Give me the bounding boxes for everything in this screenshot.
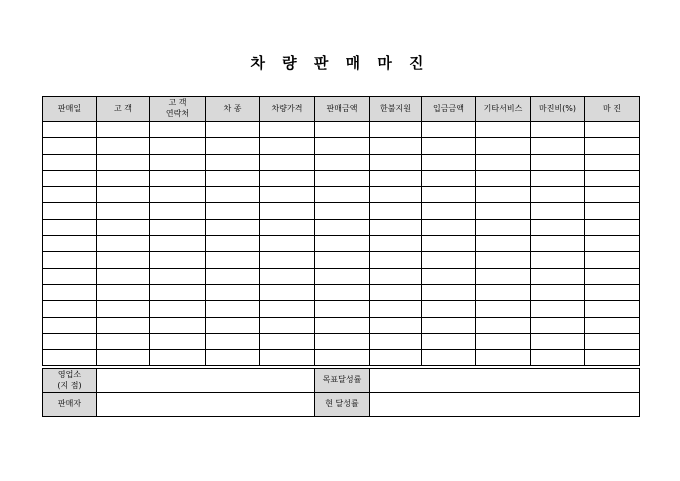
table-cell[interactable] (531, 236, 585, 252)
page-title: 차 량 판 매 마 진 (250, 54, 430, 72)
table-cell[interactable] (531, 122, 585, 138)
table-cell[interactable] (531, 252, 585, 268)
table-cell[interactable] (206, 138, 260, 154)
table-row (43, 219, 640, 235)
header-row (43, 97, 640, 122)
table-cell[interactable] (476, 252, 531, 268)
table-cell[interactable] (370, 333, 422, 349)
table-cell[interactable] (97, 252, 150, 268)
table-cell[interactable] (43, 203, 97, 219)
table-cell[interactable] (531, 219, 585, 235)
table-cell[interactable] (531, 203, 585, 219)
table-cell[interactable] (315, 252, 370, 268)
table-cell[interactable] (43, 138, 97, 154)
table-cell[interactable] (422, 138, 476, 154)
table-cell[interactable] (585, 350, 640, 366)
table-cell[interactable] (315, 268, 370, 284)
branch-label-line2: (지 점) (57, 380, 82, 390)
table-cell[interactable] (585, 154, 640, 170)
table-cell[interactable] (531, 333, 585, 349)
table-cell[interactable] (260, 301, 315, 317)
table-cell[interactable] (476, 317, 531, 333)
table-cell[interactable] (422, 122, 476, 138)
table-cell[interactable] (260, 219, 315, 235)
table-cell[interactable] (206, 268, 260, 284)
table-cell[interactable] (97, 170, 150, 186)
table-cell[interactable] (206, 284, 260, 300)
table-cell[interactable] (476, 122, 531, 138)
table-cell[interactable] (206, 203, 260, 219)
table-cell[interactable] (97, 268, 150, 284)
table-cell[interactable] (422, 350, 476, 366)
table-cell[interactable] (476, 350, 531, 366)
table-cell[interactable] (370, 236, 422, 252)
table-cell[interactable] (531, 187, 585, 203)
table-row (43, 268, 640, 284)
table-cell[interactable] (43, 333, 97, 349)
table-cell[interactable] (150, 219, 206, 235)
table-cell[interactable] (260, 350, 315, 366)
col-header-customer-contact-line1: 고 객 (168, 98, 187, 108)
table-cell[interactable] (97, 203, 150, 219)
table-cell[interactable] (260, 252, 315, 268)
table-cell[interactable] (43, 187, 97, 203)
table-cell[interactable] (585, 284, 640, 300)
seller-value-cell[interactable] (97, 393, 315, 417)
table-cell[interactable] (43, 350, 97, 366)
table-cell[interactable] (531, 301, 585, 317)
table-cell[interactable] (422, 219, 476, 235)
table-cell[interactable] (43, 317, 97, 333)
table-cell[interactable] (97, 138, 150, 154)
table-row (43, 154, 640, 170)
table-cell[interactable] (531, 317, 585, 333)
table-cell[interactable] (422, 284, 476, 300)
table-cell[interactable] (206, 187, 260, 203)
table-cell[interactable] (150, 138, 206, 154)
table-cell[interactable] (422, 268, 476, 284)
table-cell[interactable] (97, 333, 150, 349)
table-cell[interactable] (206, 333, 260, 349)
table-cell[interactable] (43, 284, 97, 300)
table-cell[interactable] (97, 122, 150, 138)
table-cell[interactable] (97, 187, 150, 203)
table-cell[interactable] (150, 284, 206, 300)
table-cell[interactable] (97, 350, 150, 366)
table-divider (42, 365, 639, 366)
table-row (43, 138, 640, 154)
table-cell[interactable] (315, 317, 370, 333)
table-cell[interactable] (315, 170, 370, 186)
table-cell[interactable] (315, 350, 370, 366)
table-cell[interactable] (422, 252, 476, 268)
table-cell[interactable] (422, 170, 476, 186)
table-cell[interactable] (97, 317, 150, 333)
table-cell[interactable] (150, 333, 206, 349)
target-rate-value-cell[interactable] (370, 369, 640, 393)
table-cell[interactable] (531, 138, 585, 154)
col-header-other-service: 기타서비스 (476, 97, 531, 122)
col-header-car-price: 차량가격 (260, 97, 315, 122)
table-cell[interactable] (150, 252, 206, 268)
table-cell[interactable] (150, 122, 206, 138)
table-cell[interactable] (260, 236, 315, 252)
summary-table (42, 368, 640, 417)
col-header-deposit-amount: 입금금액 (422, 97, 476, 122)
current-rate-value-cell[interactable] (370, 393, 640, 417)
table-row (43, 122, 640, 138)
table-cell[interactable] (206, 170, 260, 186)
table-row (43, 252, 640, 268)
table-cell[interactable] (531, 284, 585, 300)
table-cell[interactable] (97, 154, 150, 170)
table-cell[interactable] (315, 187, 370, 203)
table-cell[interactable] (422, 187, 476, 203)
table-cell[interactable] (97, 236, 150, 252)
table-cell[interactable] (315, 122, 370, 138)
table-cell[interactable] (370, 284, 422, 300)
table-cell[interactable] (370, 219, 422, 235)
table-row (43, 301, 640, 317)
table-cell[interactable] (315, 154, 370, 170)
col-header-support: 한불지원 (370, 97, 422, 122)
table-cell[interactable] (43, 154, 97, 170)
table-row (43, 170, 640, 186)
summary-row-branch (43, 369, 640, 393)
summary-row-seller (43, 393, 640, 417)
table-cell[interactable] (476, 154, 531, 170)
sales-margin-table (42, 96, 640, 366)
table-cell[interactable] (150, 203, 206, 219)
table-cell[interactable] (476, 236, 531, 252)
table-cell[interactable] (315, 203, 370, 219)
table-cell[interactable] (585, 268, 640, 284)
table-cell[interactable] (206, 252, 260, 268)
table-cell[interactable] (260, 138, 315, 154)
table-cell[interactable] (476, 284, 531, 300)
table-cell[interactable] (150, 317, 206, 333)
table-cell[interactable] (150, 170, 206, 186)
table-cell[interactable] (43, 236, 97, 252)
table-cell[interactable] (43, 122, 97, 138)
table-cell[interactable] (585, 203, 640, 219)
table-cell[interactable] (370, 187, 422, 203)
col-header-sale-date: 판매일 (43, 97, 97, 122)
table-cell[interactable] (150, 236, 206, 252)
table-row (43, 317, 640, 333)
table-cell[interactable] (585, 122, 640, 138)
table-cell[interactable] (97, 219, 150, 235)
table-cell[interactable] (315, 333, 370, 349)
table-cell[interactable] (150, 154, 206, 170)
table-cell[interactable] (260, 154, 315, 170)
table-cell[interactable] (315, 236, 370, 252)
table-cell[interactable] (260, 333, 315, 349)
table-cell[interactable] (206, 301, 260, 317)
table-cell[interactable] (150, 350, 206, 366)
table-cell[interactable] (260, 284, 315, 300)
table-cell[interactable] (206, 350, 260, 366)
table-row (43, 284, 640, 300)
table-cell[interactable] (206, 219, 260, 235)
table-cell[interactable] (370, 301, 422, 317)
table-cell[interactable] (370, 203, 422, 219)
col-header-customer: 고 객 (97, 97, 150, 122)
table-cell[interactable] (476, 268, 531, 284)
table-cell[interactable] (43, 219, 97, 235)
branch-value-cell[interactable] (97, 369, 315, 393)
table-cell[interactable] (422, 317, 476, 333)
col-header-customer-contact-line2: 연락처 (165, 109, 190, 118)
table-cell[interactable] (585, 219, 640, 235)
col-header-margin-rate: 마진비(%) (531, 97, 585, 122)
table-cell[interactable] (585, 333, 640, 349)
table-cell[interactable] (422, 236, 476, 252)
table-cell[interactable] (206, 122, 260, 138)
col-header-car-model: 차 종 (206, 97, 260, 122)
table-cell[interactable] (422, 203, 476, 219)
table-cell[interactable] (43, 301, 97, 317)
table-cell[interactable] (476, 203, 531, 219)
target-rate-label: 목표달성률 (315, 369, 370, 393)
table-cell[interactable] (97, 301, 150, 317)
table-cell[interactable] (260, 170, 315, 186)
table-cell[interactable] (531, 268, 585, 284)
table-cell[interactable] (531, 154, 585, 170)
table-cell[interactable] (476, 138, 531, 154)
table-cell[interactable] (476, 301, 531, 317)
table-cell[interactable] (370, 268, 422, 284)
table-cell[interactable] (315, 301, 370, 317)
table-cell[interactable] (531, 170, 585, 186)
table-cell[interactable] (370, 138, 422, 154)
table-cell[interactable] (370, 350, 422, 366)
seller-label: 판매자 (43, 393, 97, 417)
table-row (43, 187, 640, 203)
table-cell[interactable] (260, 203, 315, 219)
table-cell[interactable] (260, 268, 315, 284)
table-cell[interactable] (150, 268, 206, 284)
table-cell[interactable] (370, 170, 422, 186)
table-cell[interactable] (585, 301, 640, 317)
table-cell[interactable] (476, 219, 531, 235)
table-cell[interactable] (43, 268, 97, 284)
col-header-sale-amount: 판매금액 (315, 97, 370, 122)
table-cell[interactable] (422, 154, 476, 170)
table-cell[interactable] (260, 317, 315, 333)
table-cell[interactable] (260, 122, 315, 138)
table-cell[interactable] (206, 236, 260, 252)
table-cell[interactable] (370, 154, 422, 170)
table-cell[interactable] (370, 252, 422, 268)
table-row (43, 333, 640, 349)
table-cell[interactable] (585, 236, 640, 252)
table-row (43, 350, 640, 366)
table-cell[interactable] (315, 219, 370, 235)
table-cell[interactable] (585, 170, 640, 186)
col-header-customer-contact (150, 97, 206, 122)
table-cell[interactable] (585, 138, 640, 154)
table-cell[interactable] (531, 350, 585, 366)
table-cell[interactable] (422, 333, 476, 349)
table-cell[interactable] (43, 170, 97, 186)
table-cell[interactable] (97, 284, 150, 300)
table-cell[interactable] (206, 154, 260, 170)
table-cell[interactable] (206, 317, 260, 333)
table-cell[interactable] (150, 301, 206, 317)
branch-label (43, 369, 97, 393)
table-cell[interactable] (585, 317, 640, 333)
table-cell[interactable] (43, 252, 97, 268)
table-cell[interactable] (260, 187, 315, 203)
table-row (43, 203, 640, 219)
table-cell[interactable] (315, 284, 370, 300)
table-cell[interactable] (370, 122, 422, 138)
table-cell[interactable] (150, 187, 206, 203)
current-rate-label: 현 달성률 (315, 393, 370, 417)
table-cell[interactable] (476, 187, 531, 203)
table-cell[interactable] (370, 317, 422, 333)
col-header-margin: 마 진 (585, 97, 640, 122)
branch-label-line1: 영업소 (57, 369, 82, 379)
table-cell[interactable] (476, 170, 531, 186)
table-cell[interactable] (585, 187, 640, 203)
table-cell[interactable] (422, 301, 476, 317)
table-cell[interactable] (476, 333, 531, 349)
table-cell[interactable] (585, 252, 640, 268)
table-cell[interactable] (315, 138, 370, 154)
table-row (43, 236, 640, 252)
